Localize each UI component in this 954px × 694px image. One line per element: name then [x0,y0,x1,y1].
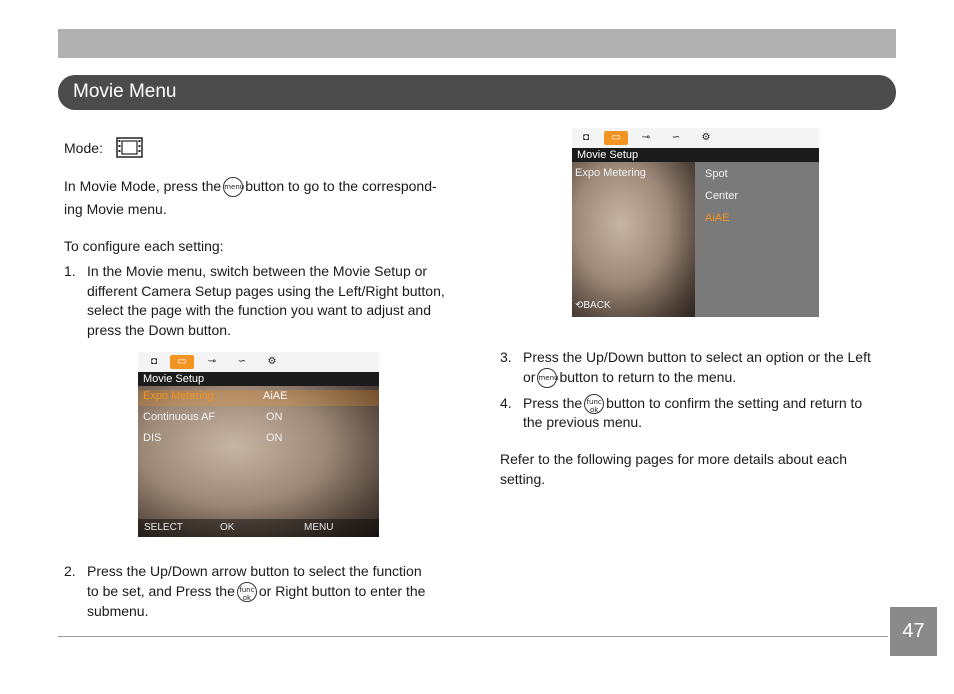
step-3-line-1: Press the Up/Down button to select an option or the Left [523,349,871,365]
step-1-line-4: press the Down button. [87,322,231,338]
step-1-line-2: different Camera Setup pages using the Left/Right button, [87,283,445,299]
option-spot: Spot [705,168,728,180]
menu-row-label: DIS [143,432,162,444]
step-1-line-1: In the Movie menu, switch between the Movie Setup or [87,263,428,279]
menu-item-label: Expo Metering [575,167,646,179]
flower-photo [138,386,379,537]
movie-tab-icon: ▭ [170,355,194,369]
key-tab-icon: ⊸ [641,132,651,143]
camera-screen-movie-setup [138,352,379,537]
film-icon [116,137,143,158]
step-number: 2. [64,563,76,579]
step-2-line-1: Press the Up/Down arrow button to select the function [87,563,422,579]
camera-tab-icon: ◘ [582,132,590,143]
screen-header: Movie Setup [572,148,819,162]
top-bar [58,29,896,58]
key-tab-icon: ⊸ [207,356,217,367]
wave-tab-icon: ∽ [237,356,247,367]
mode-label: Mode: [64,140,103,156]
step-number: 3. [500,349,512,365]
footer-divider [58,636,888,637]
step-2-line-2: to be set, and Press the func ok or Right button to enter the [87,583,426,603]
footer-select: SELECT [144,522,183,533]
menu-row-value: ON [266,411,283,423]
camera-tab-icon: ◘ [150,356,158,367]
step-4-line-2: the previous menu. [523,414,643,430]
step-3-line-2: or menubutton to return to the menu. [523,367,736,388]
func-ok-button-icon: func ok [237,582,257,602]
wave-tab-icon: ∽ [671,132,681,143]
menu-button-icon: menu [537,368,557,388]
options-panel [695,162,819,317]
func-ok-button-icon: func ok [584,394,604,414]
menu-row-value: AiAE [263,390,288,402]
screen-tabs [572,128,819,148]
screen-tabs [138,352,379,372]
menu-button-icon: menu [223,177,243,197]
menu-row-label: Expo Metering [143,390,214,402]
flower-photo [572,162,695,317]
back-label: ⟲BACK [575,300,611,311]
menu-row-value: ON [266,432,283,444]
footer-menu: MENU [304,522,334,533]
configure-heading: To configure each setting: [64,238,224,254]
wrench-tab-icon: ⚙ [267,356,277,367]
screen-footer [138,519,379,537]
step-1-line-3: select the page with the function you want to adjust and [87,302,432,318]
step-4-line-1: Press the func ok button to confirm the setting and return to [523,395,863,415]
page-number: 47 [890,607,937,656]
section-title-bar [58,75,896,110]
menu-row-label: Continuous AF [143,411,216,423]
section-title: Movie Menu [73,81,177,102]
refer-line-1: Refer to the following pages for more details about each [500,451,848,467]
footer-ok: OK [220,522,235,533]
wrench-tab-icon: ⚙ [701,132,711,143]
step-number: 4. [500,395,512,411]
refer-line-2: setting. [500,471,546,487]
intro-line-1: In Movie Mode, press the menubutton to go to the correspond- [64,176,437,197]
option-center: Center [705,190,739,202]
intro-line-2: ing Movie menu. [64,201,167,217]
movie-tab-icon: ▭ [604,131,628,145]
option-aiae: AiAE [705,212,730,224]
camera-screen-expo-metering [572,128,819,317]
step-2-line-3: submenu. [87,603,149,619]
step-number: 1. [64,263,76,279]
screen-header: Movie Setup [138,372,379,386]
